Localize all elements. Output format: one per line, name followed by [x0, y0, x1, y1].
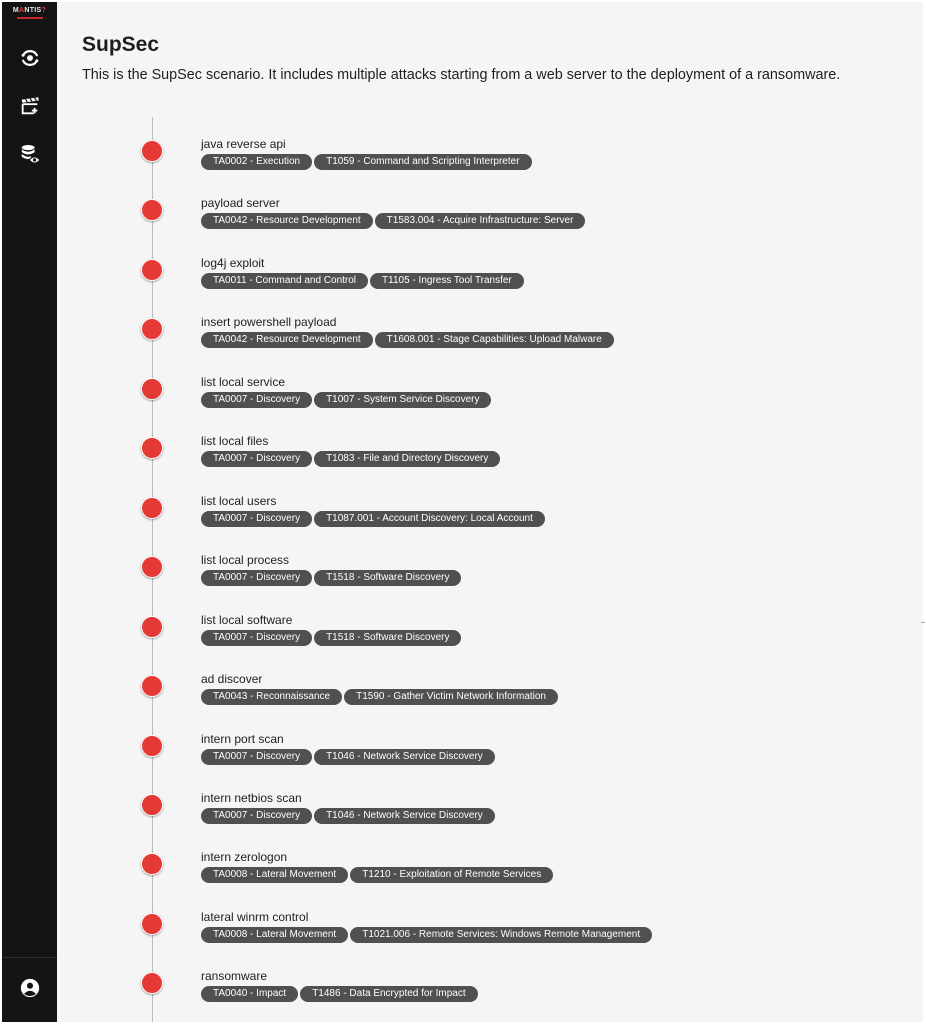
technique-chip[interactable]: T1486 - Data Encrypted for Impact: [300, 986, 477, 1002]
timeline-dot: [141, 556, 163, 578]
timeline-dot: [141, 972, 163, 994]
step-name: log4j exploit: [201, 255, 265, 270]
step-tags: [201, 392, 493, 408]
step-name: list local service: [201, 374, 286, 389]
database-eye-icon: [19, 143, 41, 165]
timeline-step: [57, 434, 923, 491]
tactic-chip[interactable]: TA0043 - Reconnaissance: [201, 689, 342, 705]
tactic-chip[interactable]: TA0007 - Discovery: [201, 451, 312, 467]
tactic-chip[interactable]: TA0007 - Discovery: [201, 749, 312, 765]
timeline-step: [57, 137, 923, 194]
scenario-description: This is the SupSec scenario. It includes multiple attacks starting from a web server to the deployment of a ransomware.: [82, 67, 841, 83]
technique-chip[interactable]: T1518 - Software Discovery: [314, 630, 461, 646]
technique-chip[interactable]: T1087.001 - Account Discovery: Local Account: [314, 511, 545, 527]
step-tags: [201, 749, 497, 765]
step-tags: [201, 213, 587, 229]
step-name: intern netbios scan: [201, 790, 302, 805]
step-tags: [201, 451, 502, 467]
technique-chip[interactable]: T1210 - Exploitation of Remote Services: [350, 867, 553, 883]
tactic-chip[interactable]: TA0007 - Discovery: [201, 511, 312, 527]
technique-chip[interactable]: T1518 - Software Discovery: [314, 570, 461, 586]
step-tags: [201, 511, 547, 527]
clapperboard-icon: [19, 95, 41, 117]
tactic-chip[interactable]: TA0042 - Resource Development: [201, 213, 373, 229]
timeline-step: [57, 315, 923, 372]
technique-chip[interactable]: T1608.001 - Stage Capabilities: Upload Malware: [375, 332, 614, 348]
step-tags: [201, 630, 463, 646]
step-name: intern zerologon: [201, 850, 288, 865]
tactic-chip[interactable]: TA0002 - Execution: [201, 154, 312, 170]
technique-chip[interactable]: T1046 - Network Service Discovery: [314, 749, 495, 765]
technique-chip[interactable]: T1590 - Gather Victim Network Information: [344, 689, 558, 705]
technique-chip[interactable]: T1059 - Command and Scripting Interpreter: [314, 154, 531, 170]
step-name: intern port scan: [201, 731, 284, 746]
step-name: list local files: [201, 434, 269, 449]
tactic-chip[interactable]: TA0007 - Discovery: [201, 570, 312, 586]
timeline-step: [57, 969, 923, 1026]
timeline-dot: [141, 616, 163, 638]
logo-underline: [17, 17, 43, 19]
technique-chip[interactable]: T1007 - System Service Discovery: [314, 392, 491, 408]
nav-attacks-button[interactable]: [15, 91, 45, 121]
timeline-dot: [141, 378, 163, 400]
app-logo[interactable]: MANTIS?: [12, 7, 47, 14]
timeline-dot: [141, 259, 163, 281]
technique-chip[interactable]: T1021.006 - Remote Services: Windows Remote Management: [350, 927, 652, 943]
timeline-step: [57, 553, 923, 610]
timeline-dot: [141, 199, 163, 221]
step-name: list local users: [201, 493, 277, 508]
timeline-step: [57, 255, 923, 313]
timeline-dot: [141, 497, 163, 519]
timeline-dot: [141, 913, 163, 935]
tactic-chip[interactable]: TA0011 - Command and Control: [201, 273, 368, 289]
step-tags: [201, 867, 555, 883]
timeline-step: [57, 731, 923, 789]
tactic-chip[interactable]: TA0040 - Impact: [201, 986, 298, 1002]
step-name: ransomware: [201, 969, 268, 984]
step-name: ad discover: [201, 672, 263, 687]
step-name: insert powershell payload: [201, 315, 337, 330]
step-tags: [201, 689, 560, 705]
account-circle-icon: [19, 977, 41, 999]
timeline-dot: [141, 794, 163, 816]
timeline-dot: [141, 437, 163, 459]
technique-chip[interactable]: T1583.004 - Acquire Infrastructure: Server: [375, 213, 586, 229]
step-tags: [201, 332, 616, 348]
sidebar-divider: [2, 957, 57, 958]
tactic-chip[interactable]: TA0007 - Discovery: [201, 808, 312, 824]
timeline-step: [57, 196, 923, 253]
step-name: lateral winrm control: [201, 909, 309, 924]
timeline-step: [57, 850, 923, 907]
step-name: list local software: [201, 612, 293, 627]
step-tags: [201, 986, 480, 1002]
timeline-step: [57, 493, 923, 551]
step-name: java reverse api: [201, 137, 286, 151]
nav-datasets-button[interactable]: [15, 139, 45, 169]
step-tags: [201, 273, 526, 289]
timeline-dot: [141, 140, 163, 162]
sidebar: [2, 2, 57, 1022]
tactic-chip[interactable]: TA0042 - Resource Development: [201, 332, 373, 348]
technique-chip[interactable]: T1046 - Network Service Discovery: [314, 808, 495, 824]
step-tags: [201, 570, 463, 586]
tactic-chip[interactable]: TA0007 - Discovery: [201, 630, 312, 646]
scroll-edge-mark: [921, 622, 925, 623]
step-tags: [201, 808, 497, 824]
tactic-chip[interactable]: TA0007 - Discovery: [201, 392, 312, 408]
timeline-dot: [141, 853, 163, 875]
tactic-chip[interactable]: TA0008 - Lateral Movement: [201, 927, 348, 943]
timeline-step: [57, 672, 923, 729]
orbit-icon: [19, 47, 41, 69]
step-name: list local process: [201, 553, 290, 568]
timeline-dot: [141, 735, 163, 757]
step-tags: [201, 154, 534, 170]
account-button[interactable]: [15, 973, 45, 1003]
technique-chip[interactable]: T1083 - File and Directory Discovery: [314, 451, 500, 467]
timeline-step: [57, 374, 923, 432]
technique-chip[interactable]: T1105 - Ingress Tool Transfer: [370, 273, 524, 289]
main-content: [57, 2, 923, 1022]
timeline-dot: [141, 318, 163, 340]
nav-scenarios-button[interactable]: [15, 43, 45, 73]
timeline-step: [57, 909, 923, 967]
step-tags: [201, 927, 654, 943]
step-name: payload server: [201, 196, 280, 211]
tactic-chip[interactable]: TA0008 - Lateral Movement: [201, 867, 348, 883]
timeline-step: [57, 790, 923, 848]
page-title: SupSec: [82, 33, 160, 56]
timeline-step: [57, 612, 923, 670]
timeline-dot: [141, 675, 163, 697]
